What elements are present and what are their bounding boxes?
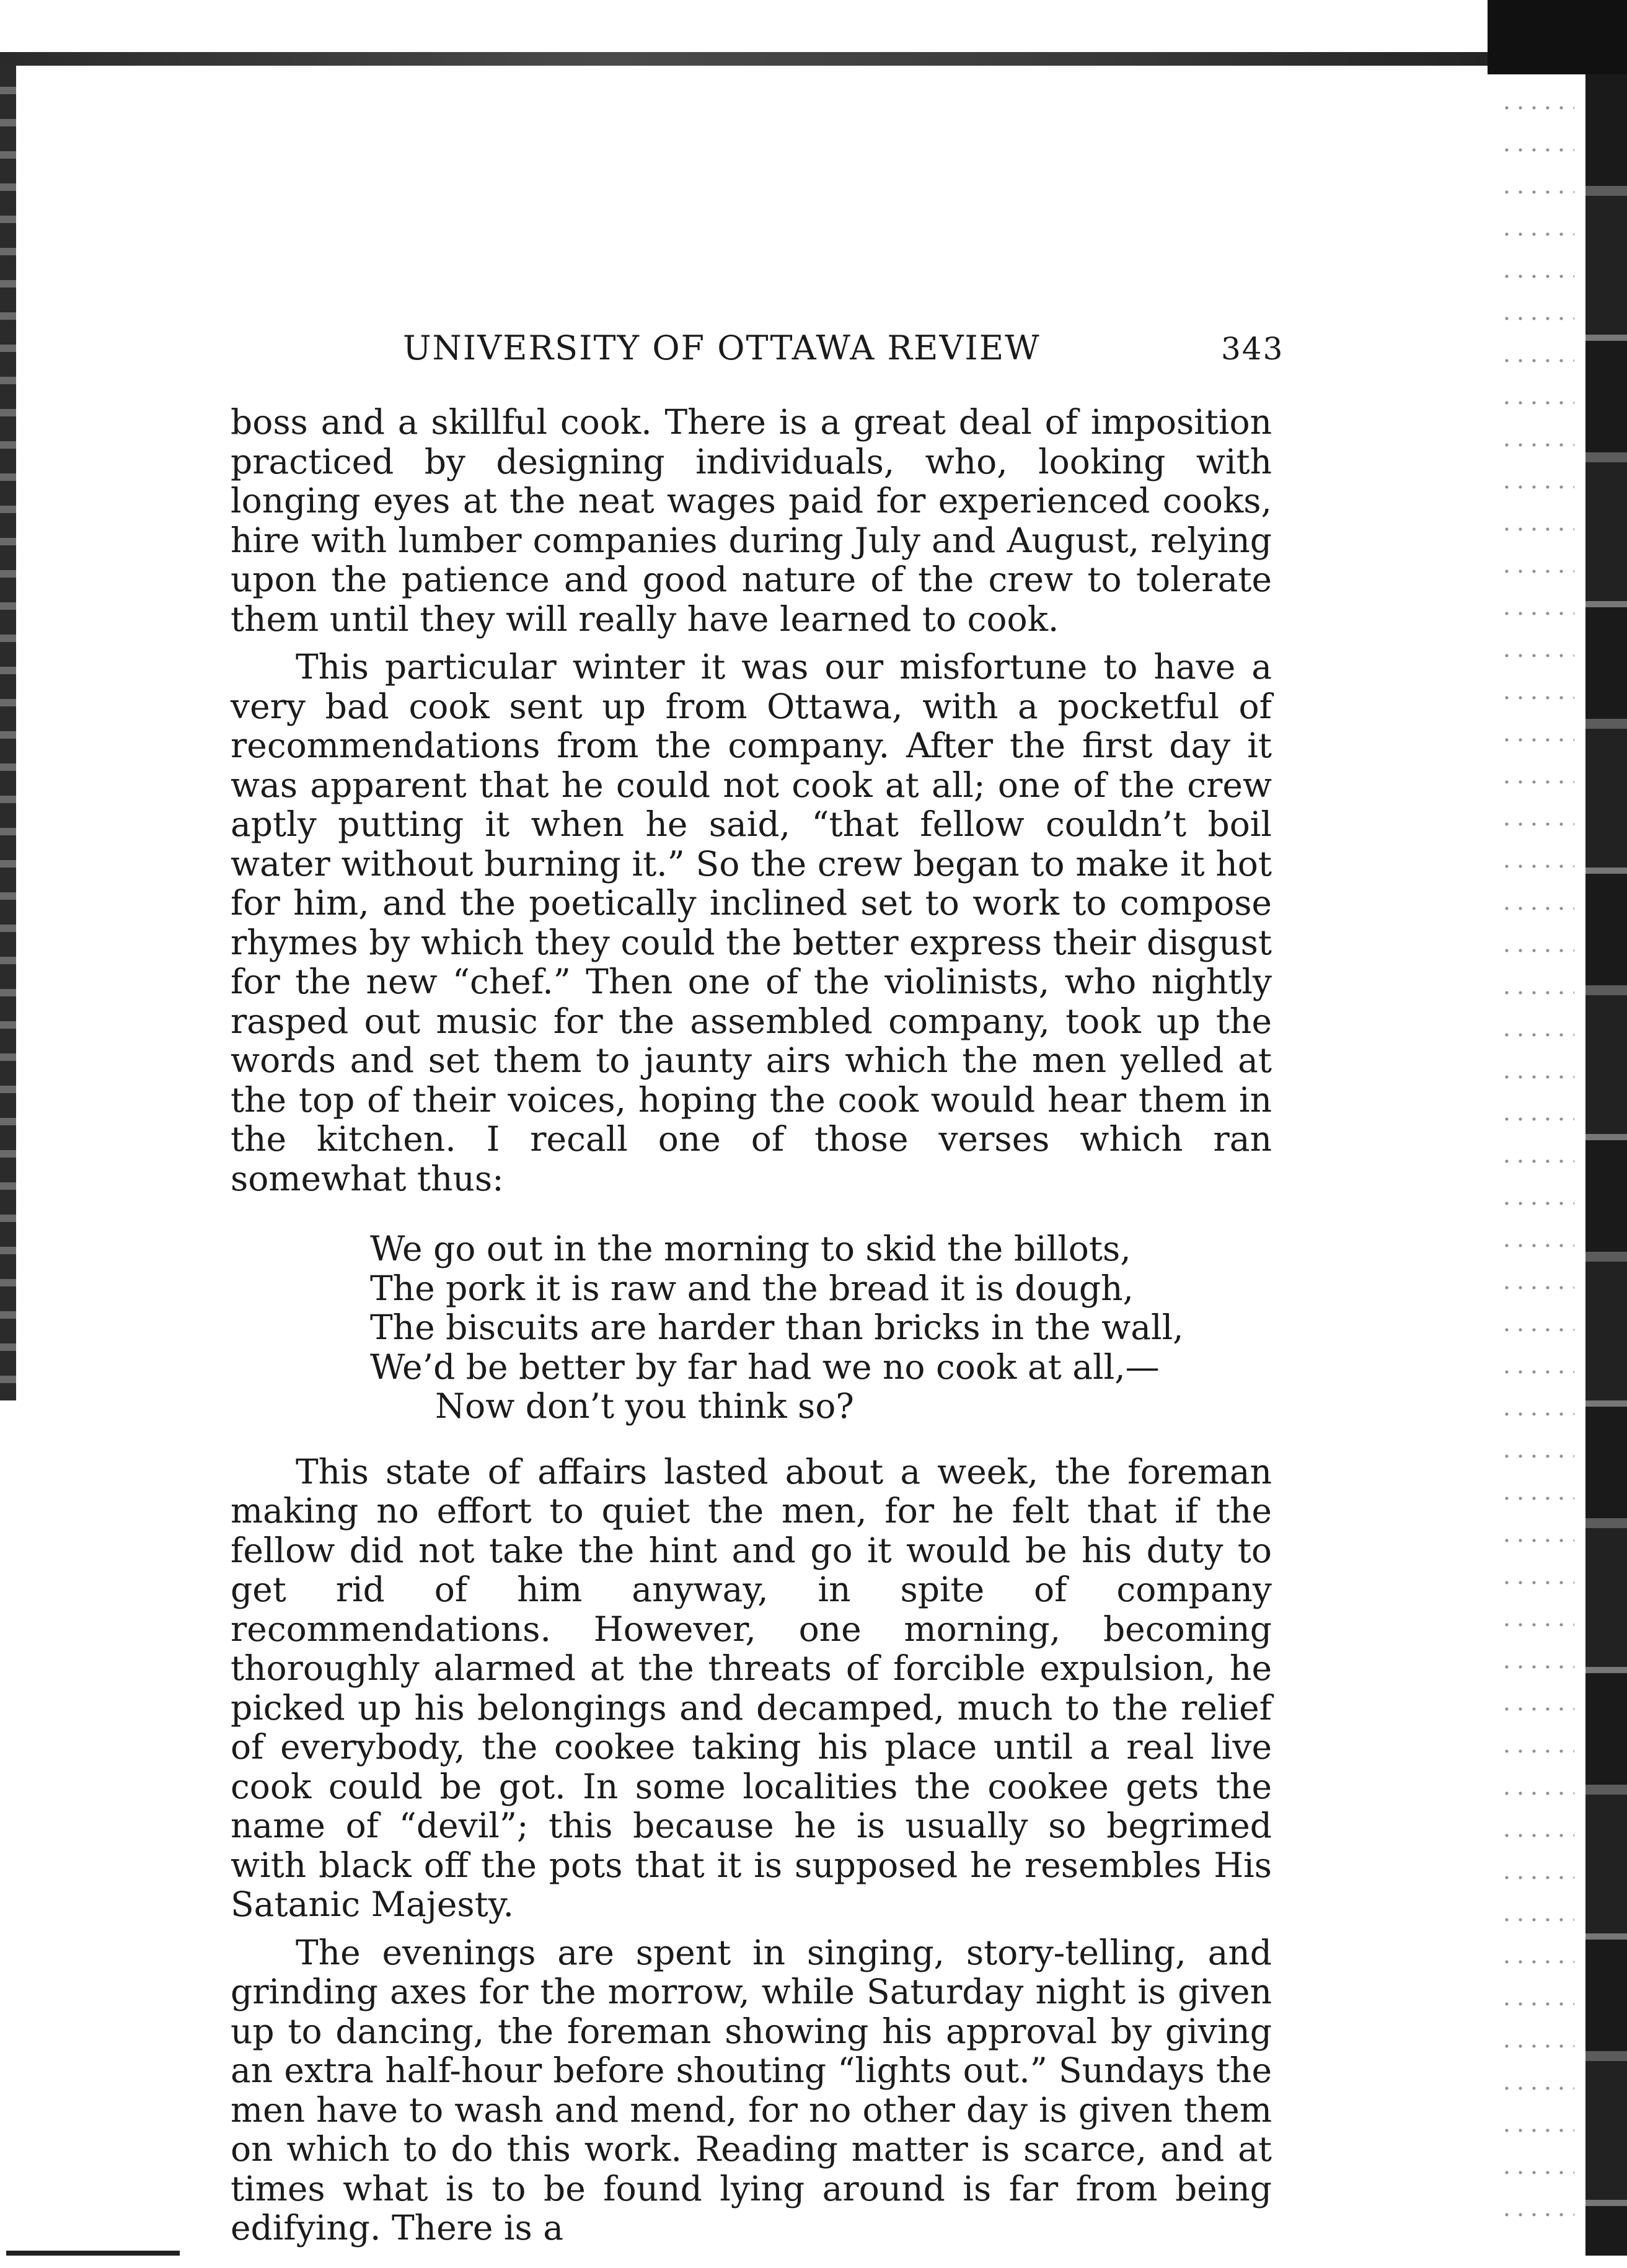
verse-line: We go out in the morning to skid the billots, <box>370 1229 1131 1268</box>
scan-border-top <box>0 52 1525 66</box>
scan-border-right <box>1585 74 1627 2256</box>
page-number: 343 <box>1221 331 1284 367</box>
verse-line: The pork it is raw and the bread it is dough, <box>370 1268 1134 1308</box>
journal-title: UNIVERSITY OF OTTAWA REVIEW <box>403 328 1041 367</box>
scan-speckles-right <box>1500 87 1574 2243</box>
article-body <box>231 403 1272 2248</box>
verse-block <box>231 1229 1272 1426</box>
scan-corner-top-right <box>1488 0 1627 74</box>
scan-border-left <box>0 62 16 1400</box>
paragraph-2: This particular winter it was our misfortune to have a very bad cook sent up from Ottawa, with a pocketful of recommendations from the company. After the first day it was apparent that he could not cook at all; one of the crew aptly putting it when he said, “that fellow couldn’t boil water without burning it.” So the crew began to make it hot for him, and the poetically inclined set to work to compose rhymes by which they could the better express their disgust for the new “chef.” Then one of the violinists, who nightly rasped out music for the assembled company, took up the words and set them to jaunty airs which the men yelled at the top of their voices, hoping the cook would hear them in the kitchen. I recall one of those verses which ran somewhat thus: <box>231 647 1272 1198</box>
verse-line: We’d be better by far had we no cook at all,— <box>370 1347 1160 1387</box>
paragraph-4: The evenings are spent in singing, story-telling, and grinding axes for the morrow, while Saturday night is given up to dancing, the foreman showing his approval by giving an extra half-hour before shouting “lights out.” Sundays the men have to wash and mend, for no other day is given them on which to do this work. Reading matter is scarce, and at times what is to be found lying around is far from being edifying. There is a <box>231 1932 1272 2248</box>
verse-line: Now don’t you think so? <box>435 1386 854 1426</box>
paragraph-3: This state of affairs lasted about a week, the foreman making no effort to quiet the men, for he felt that if the fellow did not take the hint and go it would be his duty to get rid of him anyway, in spite of company recommendations. However, one morning, becoming thoroughly alarmed at the threats of forcible expulsion, he picked up his belongings and decamped, much to the relief of everybody, the cookee taking his place until a real live cook could be got. In some localities the cookee gets the name of “devil”; this because he is usually so begrimed with black off the pots that it is supposed he resembles His Satanic Majesty. <box>231 1451 1272 1924</box>
scan-mark-bottom <box>6 2251 180 2256</box>
verse-line: The biscuits are harder than bricks in the wall, <box>370 1308 1184 1347</box>
paragraph-1: boss and a skillful cook. There is a great deal of imposition practiced by designing individuals, who, looking with longing eyes at the neat wages paid for experienced cooks, hire with lumber companies during July and August, relying upon the patience and good nature of the crew to tolerate them until they will really have learned to cook. <box>231 402 1272 639</box>
